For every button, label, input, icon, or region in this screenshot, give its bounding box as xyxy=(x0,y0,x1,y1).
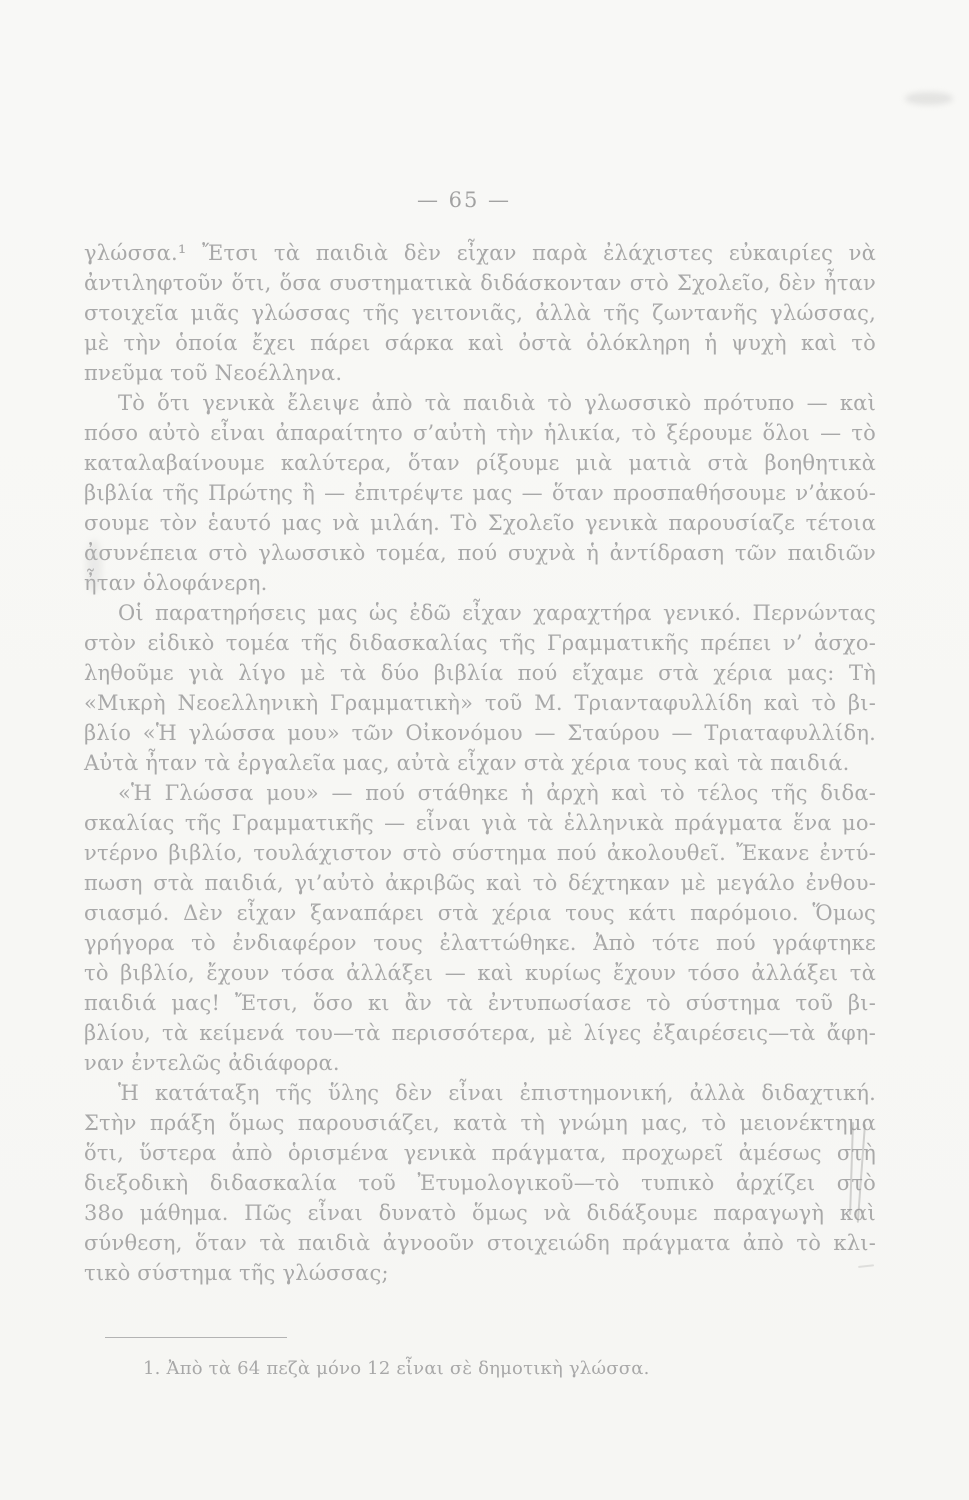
text-line: παιδιά μας! Ἔτσι, ὅσο κι ἂν τὰ ἐντυπωσίασε τὸ σύστημα τοῦ βι- xyxy=(84,991,876,1015)
text-line: σύνθεση, ὅταν τὰ παιδιὰ ἀγνοοῦν στοιχειώδη πράγματα ἀπὸ τὸ κλι- xyxy=(84,1231,876,1255)
text-line: σκαλίας τῆς Γραμματικῆς — εἶναι γιὰ τὰ ἑλληνικὰ πράγματα ἕνα μο- xyxy=(84,811,876,835)
text-line: μὲ τὴν ὁποία ἔχει πάρει σάρκα καὶ ὀστὰ ὁλόκληρη ἡ ψυχὴ καὶ τὸ xyxy=(84,331,876,355)
text-line: γρήγορα τὸ ἐνδιαφέρον τους ἐλαττώθηκε. Ἀπὸ τότε πού γράφτηκε xyxy=(84,931,876,955)
text-line: ὅτι, ὕστερα ἀπὸ ὁρισμένα γενικὰ πράγματα, προχωρεῖ ἀμέσως στὴ xyxy=(84,1141,876,1165)
text-line: πωση στὰ παιδιά, γι’αὐτὸ ἀκριβῶς καὶ τὸ δέχτηκαν μὲ μεγάλο ἐνθου- xyxy=(84,871,876,895)
text-line: στοιχεῖα μιᾶς γλώσσας τῆς γειτονιᾶς, ἀλλὰ τῆς ζωντανῆς γλώσσας, xyxy=(84,301,876,325)
text-line: βιβλία τῆς Πρώτης ἢ — ἐπιτρέψτε μας — ὅταν προσπαθήσουμε ν’ἀκού- xyxy=(84,481,876,505)
text-line: Στὴν πράξη ὅμως παρουσιάζει, κατὰ τὴ γνώμη μας, τὸ μειονέκτημα xyxy=(84,1111,876,1135)
text-line: ἀσυνέπεια στὸ γλωσσικὸ τομέα, πού συχνὰ ἡ ἀντίδραση τῶν παιδιῶν xyxy=(84,541,876,565)
text-line: «Ἡ Γλώσσα μου» — πού στάθηκε ἡ ἀρχὴ καὶ τὸ τέλος τῆς διδα- xyxy=(118,781,876,805)
page-number: — 65 — xyxy=(416,188,512,212)
text-block xyxy=(84,238,876,1288)
text-line: ναν ἐντελῶς ἀδιάφορα. xyxy=(84,1051,340,1075)
footnote-separator xyxy=(105,1337,287,1338)
paragraph xyxy=(84,238,876,388)
text-line: σιασμό. Δὲν εἶχαν ξαναπάρει στὰ χέρια τους κάτι παρόμοιο. Ὅμως xyxy=(84,901,876,925)
text-line: γλώσσα.¹ Ἔτσι τὰ παιδιὰ δὲν εἶχαν παρὰ ἐλάχιστες εὐκαιρίες νὰ xyxy=(84,241,876,265)
text-line: Τὸ ὅτι γενικὰ ἔλειψε ἀπὸ τὰ παιδιὰ τὸ γλωσσικὸ πρότυπο — καὶ xyxy=(118,391,876,415)
text-line: Αὐτὰ ἦταν τὰ ἐργαλεῖα μας, αὐτὰ εἶχαν στὰ χέρια τους καὶ τὰ παιδιά. xyxy=(84,751,850,775)
text-line: Οἱ παρατηρήσεις μας ὡς ἐδῶ εἶχαν χαραχτήρα γενικό. Περνώντας xyxy=(118,601,876,625)
text-line: ἦταν ὁλοφάνερη. xyxy=(84,571,268,595)
paragraph xyxy=(84,778,876,1078)
text-line: ἀντιληφτοῦν ὅτι, ὅσα συστηματικὰ διδάσκονταν στὸ Σχολεῖο, δὲν ἦταν xyxy=(84,271,876,295)
text-line: σουμε τὸν ἑαυτό μας νὰ μιλάη. Τὸ Σχολεῖο γενικὰ παρουσίαζε τέτοια xyxy=(84,511,876,535)
text-line: Ἡ κατάταξη τῆς ὕλης δὲν εἶναι ἐπιστημονική, ἀλλὰ διδαχτική. xyxy=(118,1081,876,1105)
text-line: βλίο «Ἡ γλώσσα μου» τῶν Οἰκονόμου — Σταύρου — Τριαταφυλλίδη. xyxy=(84,721,876,745)
text-line: στὸν εἰδικὸ τομέα τῆς διδασκαλίας τῆς Γραμματικῆς πρέπει ν’ ἀσχο- xyxy=(84,631,876,655)
text-line: τικὸ σύστημα τῆς γλώσσας; xyxy=(84,1261,389,1285)
scan-smudge xyxy=(905,92,953,105)
footnote: 1. Ἀπὸ τὰ 64 πεζὰ μόνο 12 εἶναι σὲ δημοτικὴ γλώσσα. xyxy=(143,1358,650,1379)
text-line: «Μικρὴ Νεοελληνικὴ Γραμματικὴ» τοῦ Μ. Τριανταφυλλίδη καὶ τὸ βι- xyxy=(84,691,876,715)
text-line: καταλαβαίνουμε καλύτερα, ὅταν ρίξουμε μιὰ ματιὰ στὰ βοηθητικὰ xyxy=(84,451,876,475)
text-line: διεξοδικὴ διδασκαλία τοῦ Ἐτυμολογικοῦ—τὸ τυπικὸ ἀρχίζει στὸ xyxy=(84,1171,876,1195)
text-line: πόσο αὐτὸ εἶναι ἀπαραίτητο σ’αὐτὴ τὴν ἡλικία, τὸ ξέρουμε ὅλοι — τὸ xyxy=(84,421,876,445)
text-line: ληθοῦμε γιὰ λίγο μὲ τὰ δύο βιβλία πού εἴχαμε στὰ χέρια μας: Τὴ xyxy=(84,661,876,685)
text-line: τὸ βιβλίο, ἔχουν τόσα ἀλλάξει — καὶ κυρίως ἔχουν τόσο ἀλλάξει τὰ xyxy=(84,961,876,985)
paragraph xyxy=(84,388,876,598)
text-line: 38ο μάθημα. Πῶς εἶναι δυνατὸ ὅμως νὰ διδάξουμε παραγωγὴ καὶ xyxy=(84,1201,876,1225)
text-line: βλίου, τὰ κείμενά του—τὰ περισσότερα, μὲ λίγες ἐξαιρέσεις—τὰ ἄφη- xyxy=(84,1021,876,1045)
paragraph xyxy=(84,598,876,778)
paragraph xyxy=(84,1078,876,1288)
scan-smudge xyxy=(86,540,102,592)
text-line: πνεῦμα τοῦ Νεοέλληνα. xyxy=(84,361,343,385)
text-line: ντέρνο βιβλίο, τουλάχιστον στὸ σύστημα πού ἀκολουθεῖ. Ἔκανε ἐντύ- xyxy=(84,841,876,865)
